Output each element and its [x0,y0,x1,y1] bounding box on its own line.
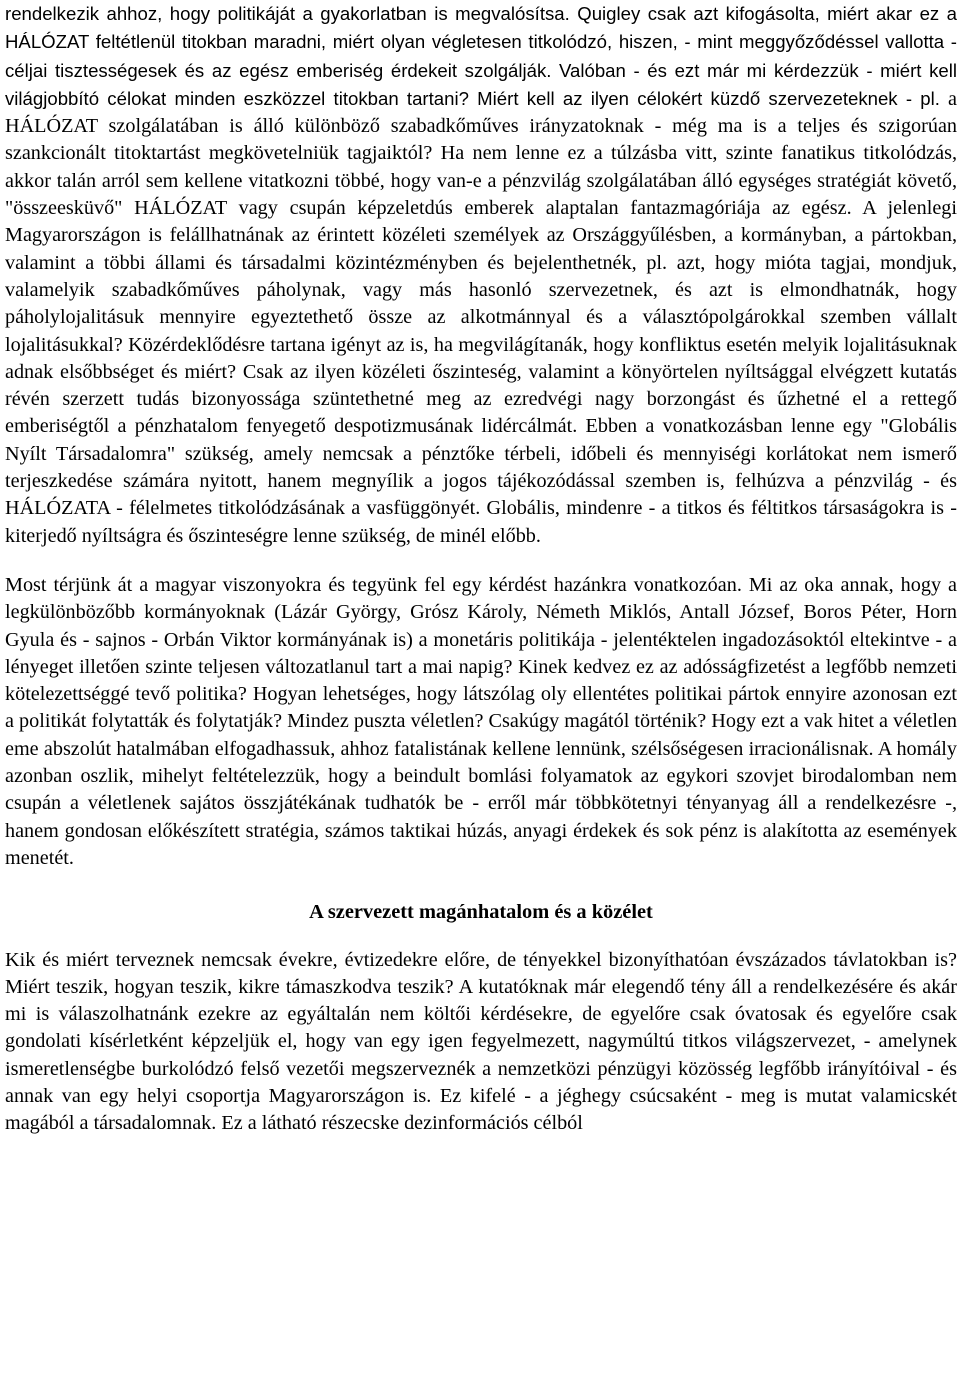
section-heading: A szervezett magánhatalom és a közélet [309,901,653,924]
heading-spacer-bottom [5,927,957,947]
paragraph-intro-sentence-2: Valóban - és ezt már mi kérdezzük - miért kell világjobbító célokat minden eszközzel titokban tartani? Miért kell az ilyen célokért küzdő szervezeteknek - pl. [5,59,958,109]
paragraph-intro-sentence-1: rendelkezik ahhoz, hogy politikáját a gyakorlatban is megvalósítsa. Quigley csak azt kifogásolta, miért akar ez a HÁLÓZAT feltétlenül titokban maradni, miért olyan végletesen titkolódzó, hiszen, - mint meggyőződéssel vallotta - céljai tisztességesek és az egész emberiség érdekeit szolgálják. [5,3,957,81]
paragraph-hungarian-politics: Most térjünk át a magyar viszonyokra és tegyünk fel egy kérdést hazánkra vonatkozóan. Mi az oka annak, hogy a legkülönbözőbb kormányoknak (Lázár György, Grósz Károly, Németh Miklós, Antall József, Boros Péter, Horn Gyula és - sajnos - Orbán Viktor kormányának is) a monetáris politikája - jelentéktelen ingadozásoktól eltekintve - a lényeget illetően szinte teljesen változatlanul tart a mai napig? Kinek kedvez ez az adósságfizetést a legfőbb nemzeti kötelezettséggé tevő politika? Hogyan lehetséges, hogy látszólag oly ellentétes politikai pártok ennyire azonosan ezt a politikát folytatták és folytatják? Mindez puszta véletlen? Csakúgy magától történik? Hogy ezt a vak hitet a véletlen eme abszolút hatalmában elfogadhassuk, ahhoz fatalistának kellene lennünk, szélsőségesen irracionálisnak. A homály azonban oszlik, mihelyt feltételezzük, hogy a beindult bomlási folyamatok az egykori szovjet birodalomban nem csupán a véletlenek sajátos összjátékának tudhatók be - erről már többkötetnyi tényanyag áll a rendelkezésre -, hanem gondosan előkészített stratégia, számos taktikai húzás, anyagi érdekek és sok pénz is alakította az események menetét. [5,573,957,869]
paragraph-intro-sentence-3: a HÁLÓZAT szolgálatában is álló különböző szabadkőműves irányzatoknak - még ma is a teljes és szigorúan szankcionált titoktartást megkövetelniük tagjaiktól? [5,87,958,165]
heading-spacer-top [5,872,957,899]
paragraph-organized-power: Kik és miért terveznek nemcsak évekre, évtizedekre előre, de tényekkel bizonyíthatóan évszázados távlatokban is? Miért teszik, hogyan teszik, kikre támaszkodva teszik? A kutatóknak már elegendő tény áll a rendelkezésére és akár mi is válaszolhatnánk ezekre az egyáltalán nem költői kérdésekre, de egyelőre csak óvatosak és egyelőre csak gondolati kísérletként képzeljük el, hogy van egy igen fegyelmezett, nagymúltú titkos világszervezet, - amelynek ismeretlenségbe burkolódzó felső vezetői megszerveznék a nemzetközi pénzügyi közösség legfőbb irányítóival - és annak van egy helyi csoportja Magyarországon is. Ez kifelé - a jéghegy csúcsaként - meg is mutat valamicskét magából a társadalomnak. Ez a látható részecske dezinformációs célból [5,948,957,1135]
document-page [5,0,957,1138]
paragraph-spacer [5,550,957,572]
paragraph-intro [5,0,957,550]
paragraph-intro-sentence-4: Ha nem lenne ez a túlzásba vitt, szinte fanatikus titkolódzás, akkor talán arról sem kellene vitatkozni többé, hogy van-e a pénzvilág szolgálatában álló egységes stratégiát követő, "összeesküvő" HÁLÓZAT vagy csupán képzeletdús emberek alaptalan fantazmagóriája az egész. A jelenlegi Magyarországon is felállhatnának az érintett közéleti személyek az Országgyűlésben, a kormányban, a pártokban, valamint a többi állami és társadalmi közintézményben és bejelenthetnék, pl. azt, hogy mióta tagjai, mondjuk, valamelyik szabadkőműves páholynak, vagy más hasonló szervezetnek, és azt is elmondhatnák, hogy páholylojalitásuk mennyire egyeztethető össze az alkotmánnyal és a választópolgárokkal szemben vállalt lojalitásukkal? Közérdeklődésre tartana igényt az is, ha megvilágítanák, hogy konfliktus esetén melyik lojalitásuknak adnak elsőbbséget és miért? Csak az ilyen közéleti őszinteség, valamint a könyörtelen nyíltsággal elvégzett kutatás révén szerzett tudás bizonyossága szüntethetné meg az ezredvégi nagy borzongást és űzhetné el a rettegő emberiségtől a pénzhatalom fenyegető despotizmusának lidércálmát. Ebben a vonatkozásban lenne egy "Globális Nyílt Társadalomra" szükség, amely nemcsak a pénztőke térbeli, időbeli és mennyiségi korlátokat nem ismerő terjeszkedése számára nyitott, hanem megnyílik a jogos tájékozódással szemben is, felhúzva a pénzvilág - és HÁLÓZATA - félelmetes titkolódzásának a vasfüggönyét. Globális, mindenre - a titkos és féltitkos társaságokra is - kiterjedő nyíltságra és őszinteségre lenne szükség, de minél előbb. [5,142,957,547]
